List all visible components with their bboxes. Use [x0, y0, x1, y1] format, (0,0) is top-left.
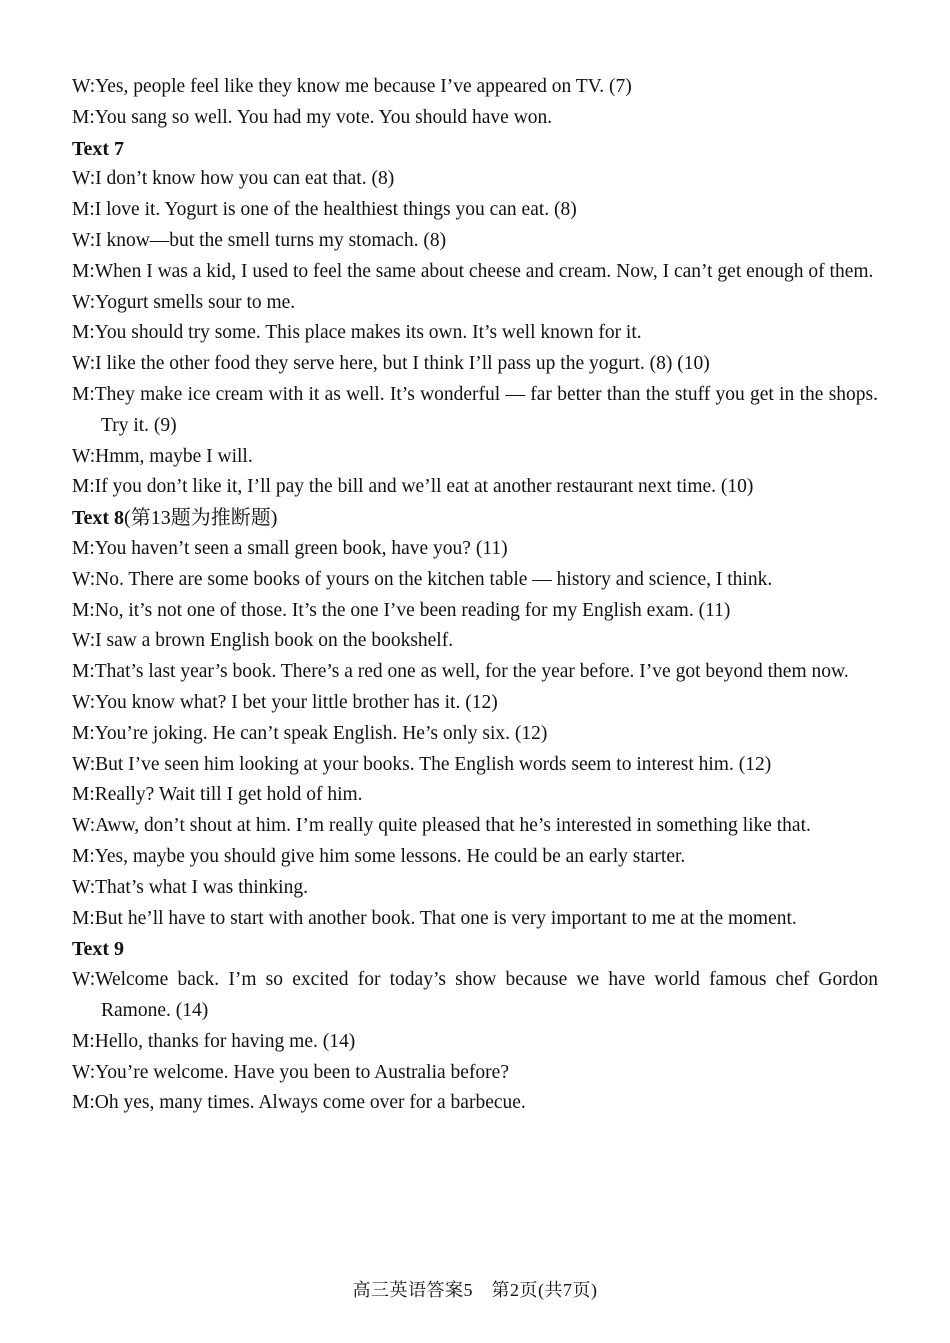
dialogue-line: [72, 780, 878, 811]
dialogue-line: [72, 842, 878, 873]
dialogue-text: Yes, people feel like they know me because I’ve appeared on TV. (7): [95, 76, 632, 97]
dialogue-line: [72, 719, 878, 750]
section-heading-note: (第13题为推断题): [124, 507, 278, 530]
dialogue-line: [72, 688, 878, 719]
speaker-label: M: [72, 383, 90, 405]
speaker-colon: :: [89, 1030, 95, 1052]
speaker-label: M: [72, 537, 90, 559]
dialogue-text: I don’t know how you can eat that. (8): [95, 168, 395, 190]
dialogue-text: You’re welcome. Have you been to Australia before?: [95, 1061, 509, 1083]
speaker-colon: :: [89, 383, 95, 405]
dialogue-text: No. There are some books of yours on the kitchen table — history and science, I think.: [95, 568, 773, 590]
dialogue-line: [72, 380, 878, 442]
speaker-label: M: [72, 322, 90, 344]
dialogue-line: [72, 750, 878, 781]
speaker-label: W: [72, 291, 90, 313]
dialogue-text: I love it. Yogurt is one of the healthiest things you can eat. (8): [94, 199, 577, 221]
speaker-label: W: [72, 630, 90, 652]
dialogue-text: You sang so well. You had my vote. You should have won.: [94, 106, 553, 128]
speaker-colon: :: [89, 445, 96, 467]
speaker-colon: :: [89, 229, 96, 251]
speaker-colon: :: [89, 784, 95, 806]
speaker-label: W: [72, 969, 90, 991]
dialogue-text: You’re joking. He can’t speak English. He’s only six. (12): [94, 722, 548, 744]
speaker-colon: :: [89, 568, 96, 590]
speaker-colon: :: [89, 599, 95, 621]
speaker-label: M: [72, 661, 90, 683]
speaker-label: M: [72, 260, 90, 282]
dialogue-line: [72, 472, 878, 503]
speaker-label: W: [72, 691, 90, 713]
dialogue-line: [72, 1027, 878, 1058]
speaker-label: M: [72, 199, 90, 221]
speaker-label: W: [72, 876, 90, 898]
dialogue-text: If you don’t like it, I’ll pay the bill and we’ll eat at another restaurant next time. (10): [94, 476, 754, 498]
dialogue-text: Hmm, maybe I will.: [95, 445, 253, 467]
dialogue-line: [72, 226, 878, 257]
speaker-label: W: [72, 568, 90, 590]
section-heading-text: Text 7: [72, 137, 125, 160]
speaker-colon: :: [89, 291, 96, 313]
dialogue-text: Hello, thanks for having me. (14): [94, 1030, 356, 1052]
dialogue-text: Yogurt smells sour to me.: [95, 291, 296, 313]
speaker-label: M: [72, 784, 90, 806]
dialogue-line: [72, 72, 878, 103]
speaker-colon: :: [89, 969, 96, 991]
dialogue-line: [72, 1058, 878, 1089]
speaker-label: M: [72, 599, 90, 621]
dialogue-text: When I was a kid, I used to feel the same about cheese and cream. Now, I can’t get enough of them.: [94, 260, 874, 282]
speaker-label: M: [72, 1092, 90, 1114]
speaker-colon: :: [89, 260, 95, 282]
dialogue-text: I saw a brown English book on the bookshelf.: [95, 630, 454, 652]
dialogue-line: [72, 288, 878, 319]
speaker-label: W: [72, 1061, 90, 1083]
speaker-colon: :: [89, 1092, 95, 1114]
dialogue-line: [72, 103, 878, 134]
dialogue-line: [72, 904, 878, 935]
speaker-colon: :: [89, 168, 96, 190]
speaker-colon: :: [89, 199, 95, 221]
speaker-colon: :: [89, 876, 96, 898]
dialogue-text: I like the other food they serve here, but I think I’ll pass up the yogurt. (8) (10): [95, 353, 710, 375]
speaker-label: W: [72, 753, 90, 775]
dialogue-line: [72, 257, 878, 288]
dialogue-text: No, it’s not one of those. It’s the one I’ve been reading for my English exam. (11): [94, 599, 731, 621]
speaker-colon: :: [89, 353, 96, 375]
dialogue-text: Really? Wait till I get hold of him.: [94, 784, 363, 806]
speaker-colon: :: [89, 722, 95, 744]
speaker-colon: :: [89, 845, 95, 867]
dialogue-line: [72, 657, 878, 688]
section-heading-text: Text 8: [72, 507, 125, 530]
speaker-label: M: [72, 722, 90, 744]
speaker-colon: :: [89, 815, 96, 837]
dialogue-text: Oh yes, many times. Always come over for a barbecue.: [94, 1092, 526, 1114]
dialogue-text: Yes, maybe you should give him some lessons. He could be an early starter.: [94, 845, 686, 867]
section-heading: [72, 503, 878, 534]
speaker-colon: :: [89, 1061, 96, 1083]
speaker-colon: :: [89, 691, 96, 713]
dialogue-line: [72, 873, 878, 904]
transcript-page: [72, 72, 878, 1119]
speaker-colon: :: [89, 907, 95, 929]
dialogue-text: I know—but the smell turns my stomach. (8): [95, 229, 447, 251]
dialogue-line: [72, 349, 878, 380]
dialogue-text: That’s last year’s book. There’s a red one as well, for the year before. I’ve got beyond them now.: [94, 661, 849, 683]
dialogue-text: But he’ll have to start with another book. That one is very important to me at the moment.: [94, 907, 797, 929]
speaker-colon: :: [89, 537, 95, 559]
speaker-label: M: [72, 845, 90, 867]
dialogue-text: Welcome back. I’m so excited for today’s show because we have world famous chef Gordon Ramone. (14): [95, 969, 878, 1021]
speaker-label: W: [72, 445, 90, 467]
speaker-colon: :: [89, 661, 95, 683]
dialogue-line: [72, 195, 878, 226]
dialogue-line: [72, 965, 878, 1027]
page-footer: 高三英语答案5 第2页(共7页): [352, 1280, 598, 1300]
speaker-label: W: [72, 353, 90, 375]
speaker-label: M: [72, 907, 90, 929]
dialogue-line: [72, 442, 878, 473]
dialogue-line: [72, 1088, 878, 1119]
dialogue-text: They make ice cream with it as well. It’s wonderful — far better than the stuff you get in the shops. Try it. (9): [94, 383, 878, 436]
dialogue-line: [72, 596, 878, 627]
dialogue-line: [72, 626, 878, 657]
dialogue-line: [72, 318, 878, 349]
speaker-label: W: [72, 815, 90, 837]
speaker-label: M: [72, 106, 90, 128]
speaker-colon: :: [89, 322, 95, 344]
speaker-label: M: [72, 476, 90, 498]
speaker-label: M: [72, 1030, 90, 1052]
speaker-colon: :: [89, 106, 95, 128]
section-heading: [72, 134, 878, 165]
dialogue-line: [72, 565, 878, 596]
speaker-colon: :: [89, 630, 96, 652]
dialogue-line: [72, 534, 878, 565]
speaker-colon: :: [89, 753, 96, 775]
dialogue-text: You should try some. This place makes its own. It’s well known for it.: [94, 322, 642, 344]
dialogue-text: Aww, don’t shout at him. I’m really quite pleased that he’s interested in something like that.: [95, 815, 811, 837]
dialogue-line: [72, 164, 878, 195]
speaker-label: W: [72, 229, 90, 251]
dialogue-text: That’s what I was thinking.: [95, 876, 308, 898]
speaker-label: W: [72, 168, 90, 190]
section-heading: [72, 934, 878, 965]
speaker-label: W: [72, 76, 90, 97]
dialogue-text: You know what? I bet your little brother has it. (12): [95, 691, 498, 713]
dialogue-text: You haven’t seen a small green book, have you? (11): [94, 537, 508, 559]
speaker-colon: :: [89, 76, 96, 97]
dialogue-text: But I’ve seen him looking at your books. The English words seem to interest him. (12): [95, 753, 772, 775]
dialogue-line: [72, 811, 878, 842]
speaker-colon: :: [89, 476, 95, 498]
section-heading-text: Text 9: [72, 938, 125, 961]
